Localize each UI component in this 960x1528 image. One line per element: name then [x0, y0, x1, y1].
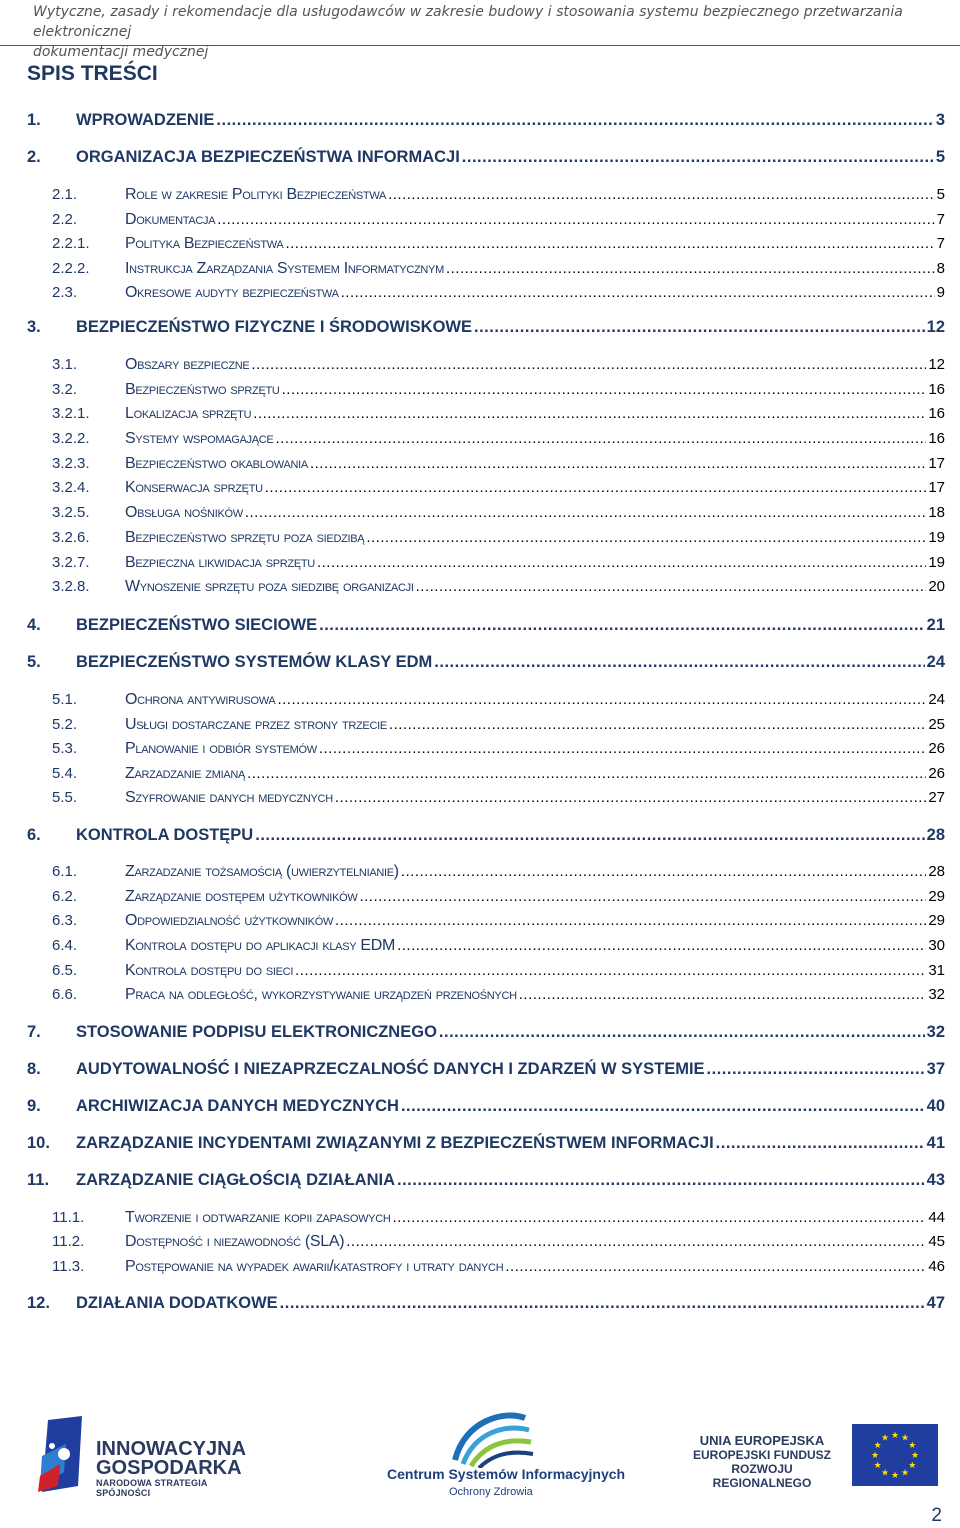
toc-entry-page: 29: [928, 912, 945, 929]
toc-dot-leader: [462, 148, 934, 167]
toc-dot-leader: [216, 111, 933, 130]
toc-entry[interactable]: [27, 826, 945, 850]
eu-text: [684, 1434, 840, 1490]
footer-logos: [0, 1410, 960, 1505]
toc-entry[interactable]: [27, 691, 945, 715]
toc-entry-page: 5: [936, 186, 945, 203]
toc-entry-page: 25: [928, 716, 945, 733]
toc-entry-number: 9.: [27, 1097, 41, 1115]
toc-entry-page: 37: [926, 1060, 945, 1078]
ig-subtitle: NARODOWA STRATEGIA SPÓJNOŚCI: [96, 1478, 208, 1498]
toc-entry[interactable]: [27, 765, 945, 789]
toc-entry-label: Dokumentacja: [125, 211, 216, 228]
toc-entry-number: 6.6.: [52, 986, 78, 1003]
toc-entry-number: 5.5.: [52, 789, 78, 806]
csi-subtitle: Ochrony Zdrowia: [449, 1486, 533, 1498]
toc-entry-label: ORGANIZACJA BEZPIECZEŃSTWA INFORMACJI: [76, 148, 460, 166]
toc-entry[interactable]: [27, 211, 945, 235]
toc-entry-number: 3.1.: [52, 356, 78, 373]
toc-entry[interactable]: [27, 578, 945, 602]
toc-dot-leader: [310, 455, 926, 472]
toc-entry[interactable]: [27, 616, 945, 640]
eu-star-icon: ★: [880, 1432, 890, 1443]
eu-star-icon: ★: [908, 1440, 917, 1450]
toc-dot-leader: [359, 888, 926, 905]
toc-entry-label: BEZPIECZEŃSTWO SYSTEMÓW KLASY EDM: [76, 653, 433, 671]
toc-entry-label: Odpowiedzialność użytkowników: [125, 912, 334, 929]
toc-dot-leader: [280, 1294, 925, 1313]
toc-entry-number: 5.4.: [52, 765, 78, 782]
toc-entry-page: 41: [926, 1134, 945, 1152]
toc-dot-leader: [401, 1097, 925, 1116]
toc-dot-leader: [335, 789, 926, 806]
toc-entry-number: 3.2.5.: [52, 504, 90, 521]
running-header: [0, 0, 960, 60]
toc-dot-leader: [285, 235, 934, 252]
toc-entry-number: 5.1.: [52, 691, 78, 708]
toc-entry-number: 3.2.7.: [52, 554, 90, 571]
toc-entry-number: 11.2.: [52, 1233, 85, 1250]
toc-entry-label: Praca na odległość, wykorzystywanie urządzeń przenośnych: [125, 986, 517, 1003]
toc-entry[interactable]: [27, 937, 945, 961]
toc-dot-leader: [251, 356, 926, 373]
toc-entry-page: 21: [926, 616, 945, 634]
toc-entry[interactable]: [27, 554, 945, 578]
toc-entry-page: 20: [928, 578, 945, 595]
toc-entry-label: Obszary bezpieczne: [125, 356, 250, 373]
toc-dot-leader: [247, 765, 926, 782]
eu-star-icon: ★: [900, 1432, 910, 1443]
toc-entry[interactable]: [27, 716, 945, 740]
toc-dot-leader: [295, 962, 926, 979]
toc-entry-page: 16: [928, 405, 945, 422]
toc-entry[interactable]: [27, 912, 945, 936]
toc-entry[interactable]: [27, 186, 945, 210]
toc-entry-number: 3.2.8.: [52, 578, 90, 595]
eu-star-icon: ★: [910, 1450, 920, 1460]
toc-entry-label: Polityka Bezpieczeństwa: [125, 235, 284, 252]
toc-dot-leader: [397, 1171, 925, 1190]
toc-entry-number: 2.2.1.: [52, 235, 90, 252]
toc-entry[interactable]: [27, 235, 945, 259]
toc-entry-number: 6.4.: [52, 937, 78, 954]
toc-entry-label: Kontrola dostępu do aplikacji klasy EDM: [125, 937, 396, 954]
toc-entry[interactable]: [27, 1097, 945, 1121]
toc-dot-leader: [416, 578, 927, 595]
toc-entry-page: 32: [926, 1023, 945, 1041]
toc-dot-leader: [388, 186, 935, 203]
toc-entry-label: Instrukcja Zarządzania Systemem Informatycznym: [125, 260, 444, 277]
toc-entry[interactable]: [27, 1171, 945, 1195]
toc-entry-label: ARCHIWIZACJA DANYCH MEDYCZNYCH: [76, 1097, 399, 1115]
csi-logo: [385, 1410, 626, 1505]
toc-dot-leader: [389, 716, 926, 733]
toc-dot-leader: [245, 504, 926, 521]
toc-entry-label: Zarzadzanie tożsamością (uwierzytelnianie): [125, 863, 399, 880]
toc-entry-page: 29: [928, 888, 945, 905]
toc-entry[interactable]: [27, 962, 945, 986]
toc-entry[interactable]: [27, 1023, 945, 1047]
toc-entry-number: 3.2.1.: [52, 405, 90, 422]
toc-entry[interactable]: [27, 653, 945, 677]
toc-entry-label: Okresowe audyty bezpieczeństwa: [125, 284, 339, 301]
toc-entry-number: 5.2.: [52, 716, 78, 733]
toc-entry-page: 12: [926, 318, 945, 336]
toc-entry-label: KONTROLA DOSTĘPU: [76, 826, 254, 844]
eu-line-1: UNIA EUROPEJSKA: [699, 1433, 825, 1448]
toc-entry-page: 26: [928, 765, 945, 782]
toc-entry-number: 5.: [27, 653, 41, 671]
toc-entry-number: 2.1.: [52, 186, 78, 203]
toc-dot-leader: [446, 260, 935, 277]
toc-entry[interactable]: [27, 318, 945, 342]
toc-dot-leader: [707, 1060, 925, 1079]
toc-dot-leader: [519, 986, 927, 1003]
toc-dot-leader: [346, 1233, 926, 1250]
toc-entry-page: 27: [928, 789, 945, 806]
eu-star-icon: ★: [890, 1470, 900, 1480]
ig-line-2: GOSPODARKA: [96, 1457, 242, 1479]
toc-dot-leader: [265, 479, 927, 496]
toc-entry-label: Role w zakresie Polityki Bezpieczeństwa: [125, 186, 387, 203]
toc-entry[interactable]: [27, 260, 945, 284]
csi-name: Centrum Systemów Informacyjnych: [387, 1466, 626, 1482]
toc-entry-label: Szyfrowanie danych medycznych: [125, 789, 333, 806]
eu-star-icon: ★: [870, 1450, 880, 1460]
toc-entry-page: 28: [928, 863, 945, 880]
toc-dot-leader: [474, 318, 925, 337]
toc-entry-label: Bezpieczeństwo sprzętu: [125, 381, 280, 398]
toc-title: SPIS TREŚCI: [27, 62, 158, 85]
toc-entry-page: 19: [928, 554, 945, 571]
toc-entry-page: 7: [936, 235, 945, 252]
toc-entry[interactable]: [27, 789, 945, 813]
toc-entry-number: 3.2.3.: [52, 455, 90, 472]
toc-entry-number: 3.2.6.: [52, 529, 90, 546]
toc-entry-number: 2.2.: [52, 211, 78, 228]
toc-entry[interactable]: [27, 863, 945, 887]
toc-entry-label: STOSOWANIE PODPISU ELEKTRONICZNEGO: [76, 1023, 437, 1041]
toc-entry-label: Obsługa nośników: [125, 504, 243, 521]
toc-entry[interactable]: [27, 986, 945, 1010]
toc-dot-leader: [319, 616, 925, 635]
eu-star-icon: ★: [890, 1430, 900, 1440]
toc-entry-page: 31: [928, 962, 945, 979]
toc-entry-label: Postępowanie na wypadek awarii/katastrofy i utraty danych: [125, 1258, 504, 1275]
toc-entry-number: 1.: [27, 111, 41, 129]
eu-flag-icon: [852, 1424, 938, 1486]
toc-entry-number: 2.3.: [52, 284, 78, 301]
toc-entry-number: 11.: [27, 1171, 50, 1189]
toc-entry-label: Wynoszenie sprzętu poza siedzibę organizacji: [125, 578, 414, 595]
toc-entry[interactable]: [27, 455, 945, 479]
toc-entry-page: 32: [928, 986, 945, 1003]
eu-star-icon: ★: [900, 1467, 910, 1478]
eu-logo: [684, 1424, 940, 1494]
ig-title: [96, 1440, 246, 1478]
toc-entry-label: Bezpieczeństwo sprzętu poza siedzibą: [125, 529, 365, 546]
toc-dot-leader: [319, 740, 926, 757]
toc-entry-label: BEZPIECZEŃSTWO FIZYCZNE I ŚRODOWISKOWE: [76, 318, 472, 336]
toc-entry-number: 6.1.: [52, 863, 78, 880]
toc-entry-page: 16: [928, 430, 945, 447]
toc-entry-page: 3: [935, 111, 945, 129]
toc-entry-page: 26: [928, 740, 945, 757]
eu-line-2: EUROPEJSKI FUNDUSZ: [692, 1448, 832, 1462]
toc-entry-page: 19: [928, 529, 945, 546]
toc-entry[interactable]: [27, 381, 945, 405]
toc-entry[interactable]: [27, 111, 945, 135]
toc-entry-number: 6.2.: [52, 888, 78, 905]
toc-entry[interactable]: [27, 430, 945, 454]
toc-entry-label: Zarzadzanie zmianą: [125, 765, 246, 782]
page-number: 2: [931, 1505, 942, 1526]
toc-entry-number: 2.: [27, 148, 41, 166]
csi-emblem-icon: [445, 1410, 535, 1468]
toc-entry-page: 24: [926, 653, 945, 671]
toc-entry-page: 17: [928, 479, 945, 496]
toc-dot-leader: [282, 381, 927, 398]
toc-entry-number: 11.1.: [52, 1209, 85, 1226]
toc-dot-leader: [393, 1209, 927, 1226]
toc-entry-label: Konserwacja sprzętu: [125, 479, 263, 496]
ig-emblem-icon: [38, 1416, 94, 1492]
toc-entry[interactable]: [27, 405, 945, 429]
toc-entry-page: 45: [928, 1233, 945, 1250]
toc-entry-number: 12.: [27, 1294, 50, 1312]
toc-entry[interactable]: [27, 284, 945, 308]
toc-dot-leader: [277, 691, 926, 708]
toc-entry-label: Dostępność i niezawodność (SLA): [125, 1233, 345, 1250]
toc-entry-number: 3.2.4.: [52, 479, 90, 496]
toc-entry-label: Kontrola dostępu do sieci: [125, 962, 294, 979]
toc-entry-label: BEZPIECZEŃSTWO SIECIOWE: [76, 616, 318, 634]
toc-entry-label: ZARZĄDZANIE CIĄGŁOŚCIĄ DZIAŁANIA: [76, 1171, 395, 1189]
toc-entry-page: 24: [928, 691, 945, 708]
toc-entry-label: Systemy wspomagające: [125, 430, 274, 447]
toc-entry-page: 40: [926, 1097, 945, 1115]
toc-entry-number: 3.: [27, 318, 41, 336]
toc-dot-leader: [253, 405, 926, 422]
toc-entry[interactable]: [27, 479, 945, 503]
eu-star-icon: ★: [873, 1460, 882, 1470]
toc-dot-leader: [217, 211, 934, 228]
eu-star-icon: ★: [873, 1440, 882, 1450]
eu-star-icon: ★: [880, 1467, 890, 1478]
toc-entry-page: 30: [928, 937, 945, 954]
toc-entry-page: 9: [936, 284, 945, 301]
toc-entry-number: 10.: [27, 1134, 50, 1152]
toc-dot-leader: [366, 529, 926, 546]
toc-entry-number: 5.3.: [52, 740, 78, 757]
eu-star-icon: ★: [908, 1460, 917, 1470]
toc-dot-leader: [716, 1134, 925, 1153]
toc-entry-page: 16: [928, 381, 945, 398]
toc-entry-number: 11.3.: [52, 1258, 85, 1275]
toc-entry-label: Lokalizacja sprzętu: [125, 405, 252, 422]
toc-entry-page: 44: [928, 1209, 945, 1226]
toc-entry-page: 5: [935, 148, 945, 166]
toc-entry-label: Tworzenie i odtwarzanie kopii zapasowych: [125, 1209, 391, 1226]
toc-entry-label: Zarządzanie dostępem użytkowników: [125, 888, 358, 905]
toc-entry[interactable]: [27, 1258, 945, 1282]
toc-entry[interactable]: [27, 888, 945, 912]
toc-dot-leader: [317, 554, 926, 571]
toc-entry-page: 43: [926, 1171, 945, 1189]
toc-dot-leader: [255, 826, 924, 845]
toc-entry-number: 3.2.: [52, 381, 78, 398]
toc-dot-leader: [335, 912, 926, 929]
toc-entry[interactable]: [27, 740, 945, 764]
toc-entry-number: 2.2.2.: [52, 260, 90, 277]
header-line-1: Wytyczne, zasady i rekomendacje dla usługodawców w zakresie budowy i stosowania systemu bezpiecznego przetwarzania elektronicznej: [33, 4, 903, 40]
eu-line-3: ROZWOJU REGIONALNEGO: [712, 1462, 812, 1490]
toc-entry[interactable]: [27, 148, 945, 172]
toc-entry-number: 6.3.: [52, 912, 78, 929]
toc-entry-label: Bezpieczna likwidacja sprzętu: [125, 554, 315, 571]
toc-entry-page: 46: [928, 1258, 945, 1275]
toc-entry-label: DZIAŁANIA DODATKOWE: [76, 1294, 278, 1312]
toc-entry-number: 7.: [27, 1023, 41, 1041]
toc-entry-label: WPROWADZENIE: [76, 111, 215, 129]
toc-entry-page: 18: [928, 504, 945, 521]
innowacyjna-gospodarka-logo: [38, 1416, 258, 1496]
toc-entry-number: 6.5.: [52, 962, 78, 979]
toc-entry-page: 28: [926, 826, 945, 844]
toc-dot-leader: [505, 1258, 926, 1275]
toc-entry[interactable]: [27, 1294, 945, 1318]
toc-dot-leader: [397, 937, 926, 954]
toc-entry-label: AUDYTOWALNOŚĆ I NIEZAPRZECZALNOŚĆ DANYCH I ZDARZEŃ W SYSTEMIE: [76, 1060, 705, 1078]
toc-entry-page: 12: [928, 356, 945, 373]
toc-dot-leader: [401, 863, 926, 880]
toc-entry-number: 3.2.2.: [52, 430, 90, 447]
toc-entry-label: Bezpieczeństwo okablowania: [125, 455, 308, 472]
toc-dot-leader: [434, 653, 924, 672]
toc-dot-leader: [439, 1023, 925, 1042]
toc-dot-leader: [341, 284, 935, 301]
toc-entry[interactable]: [27, 356, 945, 380]
toc-entry[interactable]: [27, 529, 945, 553]
toc-entry-page: 7: [936, 211, 945, 228]
toc-dot-leader: [275, 430, 926, 447]
toc-entry-number: 4.: [27, 616, 41, 634]
toc-entry-page: 8: [936, 260, 945, 277]
header-line-2: dokumentacji medycznej: [33, 44, 209, 60]
toc-entry[interactable]: [27, 504, 945, 528]
toc-entry[interactable]: [27, 1209, 945, 1233]
toc-entry-page: 47: [926, 1294, 945, 1312]
toc-entry-label: Planowanie i odbiór systemów: [125, 740, 317, 757]
toc-entry-number: 8.: [27, 1060, 41, 1078]
toc-entry-number: 6.: [27, 826, 41, 844]
toc-entry-label: Ochrona antywirusowa: [125, 691, 276, 708]
toc-entry[interactable]: [27, 1233, 945, 1257]
ig-line-1: INNOWACYJNA: [96, 1438, 247, 1460]
toc-entry-label: Usługi dostarczane przez strony trzecie: [125, 716, 387, 733]
toc-entry-label: ZARZĄDZANIE INCYDENTAMI ZWIĄZANYMI Z BEZPIECZEŃSTWEM INFORMACJI: [76, 1134, 714, 1152]
toc-entry[interactable]: [27, 1060, 945, 1084]
toc-entry[interactable]: [27, 1134, 945, 1158]
toc-entry-page: 17: [928, 455, 945, 472]
